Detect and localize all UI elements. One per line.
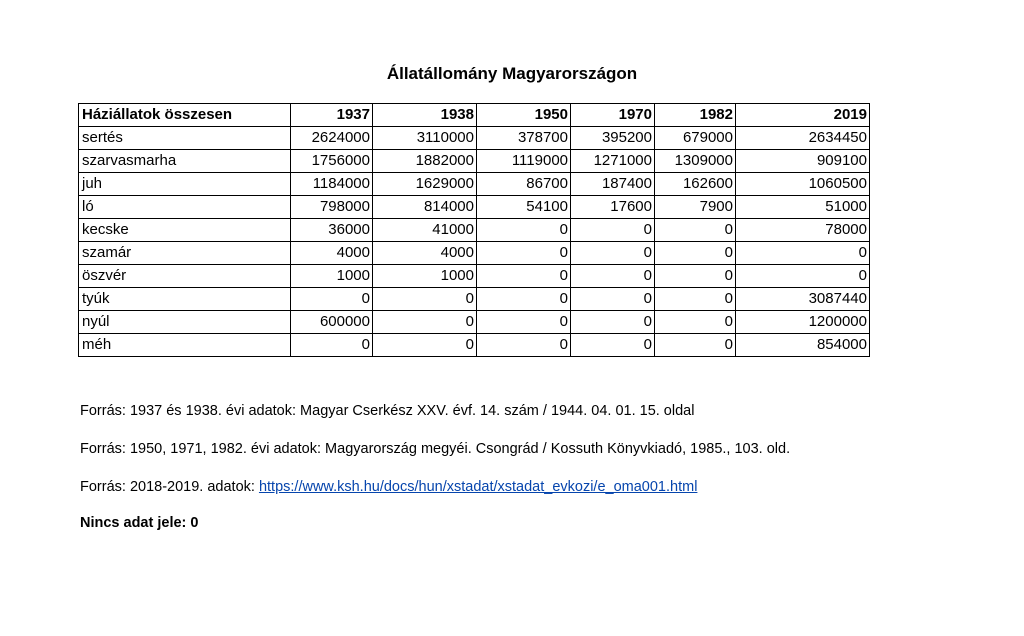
- animal-name-cell: tyúk: [79, 288, 291, 311]
- count-cell: 0: [291, 334, 373, 357]
- count-cell: 1882000: [373, 150, 477, 173]
- count-cell: 0: [477, 219, 571, 242]
- count-cell: 1629000: [373, 173, 477, 196]
- header-year: 1937: [291, 104, 373, 127]
- count-cell: 0: [477, 288, 571, 311]
- animal-name-cell: szarvasmarha: [79, 150, 291, 173]
- count-cell: 0: [373, 288, 477, 311]
- header-year: 1938: [373, 104, 477, 127]
- table-row: [79, 150, 870, 173]
- count-cell: 600000: [291, 311, 373, 334]
- table-row: [79, 242, 870, 265]
- count-cell: 0: [736, 265, 870, 288]
- source-line-2: Forrás: 1950, 1971, 1982. évi adatok: Magyarország megyéi. Csongrád / Kossuth Könyvkiadó, 1985., 103. old.: [80, 441, 791, 457]
- header-year: 1982: [655, 104, 736, 127]
- count-cell: 814000: [373, 196, 477, 219]
- count-cell: 0: [373, 311, 477, 334]
- table-row: [79, 265, 870, 288]
- source-line-1: Forrás: 1937 és 1938. évi adatok: Magyar Cserkész XXV. évf. 14. szám / 1944. 04. 01. 15. oldal: [80, 403, 695, 419]
- animal-name-cell: kecske: [79, 219, 291, 242]
- ksh-source-link[interactable]: https://www.ksh.hu/docs/hun/xstadat/xstadat_evkozi/e_oma001.html: [258, 479, 698, 495]
- table-body: [79, 127, 870, 357]
- count-cell: 7900: [655, 196, 736, 219]
- table-row: [79, 334, 870, 357]
- count-cell: 0: [571, 311, 655, 334]
- count-cell: 0: [655, 288, 736, 311]
- header-year: 1950: [477, 104, 571, 127]
- count-cell: 78000: [736, 219, 870, 242]
- count-cell: 0: [373, 334, 477, 357]
- count-cell: 0: [571, 242, 655, 265]
- count-cell: 0: [571, 288, 655, 311]
- count-cell: 0: [655, 311, 736, 334]
- animal-name-cell: szamár: [79, 242, 291, 265]
- table-row: [79, 127, 870, 150]
- count-cell: 0: [477, 265, 571, 288]
- count-cell: 854000: [736, 334, 870, 357]
- count-cell: 2624000: [291, 127, 373, 150]
- count-cell: 2634450: [736, 127, 870, 150]
- table-row: [79, 288, 870, 311]
- animal-name-cell: juh: [79, 173, 291, 196]
- count-cell: 187400: [571, 173, 655, 196]
- count-cell: 0: [477, 334, 571, 357]
- count-cell: 1119000: [477, 150, 571, 173]
- count-cell: 36000: [291, 219, 373, 242]
- table-row: [79, 219, 870, 242]
- count-cell: 0: [736, 242, 870, 265]
- count-cell: 378700: [477, 127, 571, 150]
- count-cell: 41000: [373, 219, 477, 242]
- count-cell: 1000: [373, 265, 477, 288]
- table-row: [79, 173, 870, 196]
- count-cell: 51000: [736, 196, 870, 219]
- count-cell: 0: [571, 265, 655, 288]
- count-cell: 0: [477, 242, 571, 265]
- count-cell: 1060500: [736, 173, 870, 196]
- page-title: Állatállomány Magyarországon: [386, 64, 638, 83]
- count-cell: 1000: [291, 265, 373, 288]
- count-cell: 162600: [655, 173, 736, 196]
- count-cell: 0: [571, 334, 655, 357]
- animal-name-cell: öszvér: [79, 265, 291, 288]
- count-cell: 1756000: [291, 150, 373, 173]
- count-cell: 909100: [736, 150, 870, 173]
- count-cell: 1309000: [655, 150, 736, 173]
- source-line-3-label: Forrás: 2018-2019. adatok:: [80, 479, 259, 495]
- count-cell: 3110000: [373, 127, 477, 150]
- count-cell: 798000: [291, 196, 373, 219]
- count-cell: 4000: [291, 242, 373, 265]
- count-cell: 54100: [477, 196, 571, 219]
- count-cell: 86700: [477, 173, 571, 196]
- animal-name-cell: méh: [79, 334, 291, 357]
- animal-name-cell: sertés: [79, 127, 291, 150]
- count-cell: 4000: [373, 242, 477, 265]
- animal-name-cell: nyúl: [79, 311, 291, 334]
- table-row: [79, 196, 870, 219]
- no-data-note: Nincs adat jele: 0: [80, 515, 199, 531]
- count-cell: 0: [655, 219, 736, 242]
- count-cell: 395200: [571, 127, 655, 150]
- count-cell: 0: [291, 288, 373, 311]
- count-cell: 679000: [655, 127, 736, 150]
- count-cell: 0: [571, 219, 655, 242]
- table-header-row: [79, 104, 870, 127]
- header-category: Háziállatok összesen: [79, 104, 291, 127]
- count-cell: 1271000: [571, 150, 655, 173]
- count-cell: 0: [655, 265, 736, 288]
- count-cell: 1184000: [291, 173, 373, 196]
- count-cell: 3087440: [736, 288, 870, 311]
- count-cell: 0: [477, 311, 571, 334]
- header-year: 1970: [571, 104, 655, 127]
- source-line-3: [80, 479, 697, 495]
- count-cell: 0: [655, 242, 736, 265]
- count-cell: 1200000: [736, 311, 870, 334]
- table-row: [79, 311, 870, 334]
- animal-name-cell: ló: [79, 196, 291, 219]
- count-cell: 0: [655, 334, 736, 357]
- livestock-table: [78, 103, 870, 357]
- count-cell: 17600: [571, 196, 655, 219]
- header-year: 2019: [736, 104, 870, 127]
